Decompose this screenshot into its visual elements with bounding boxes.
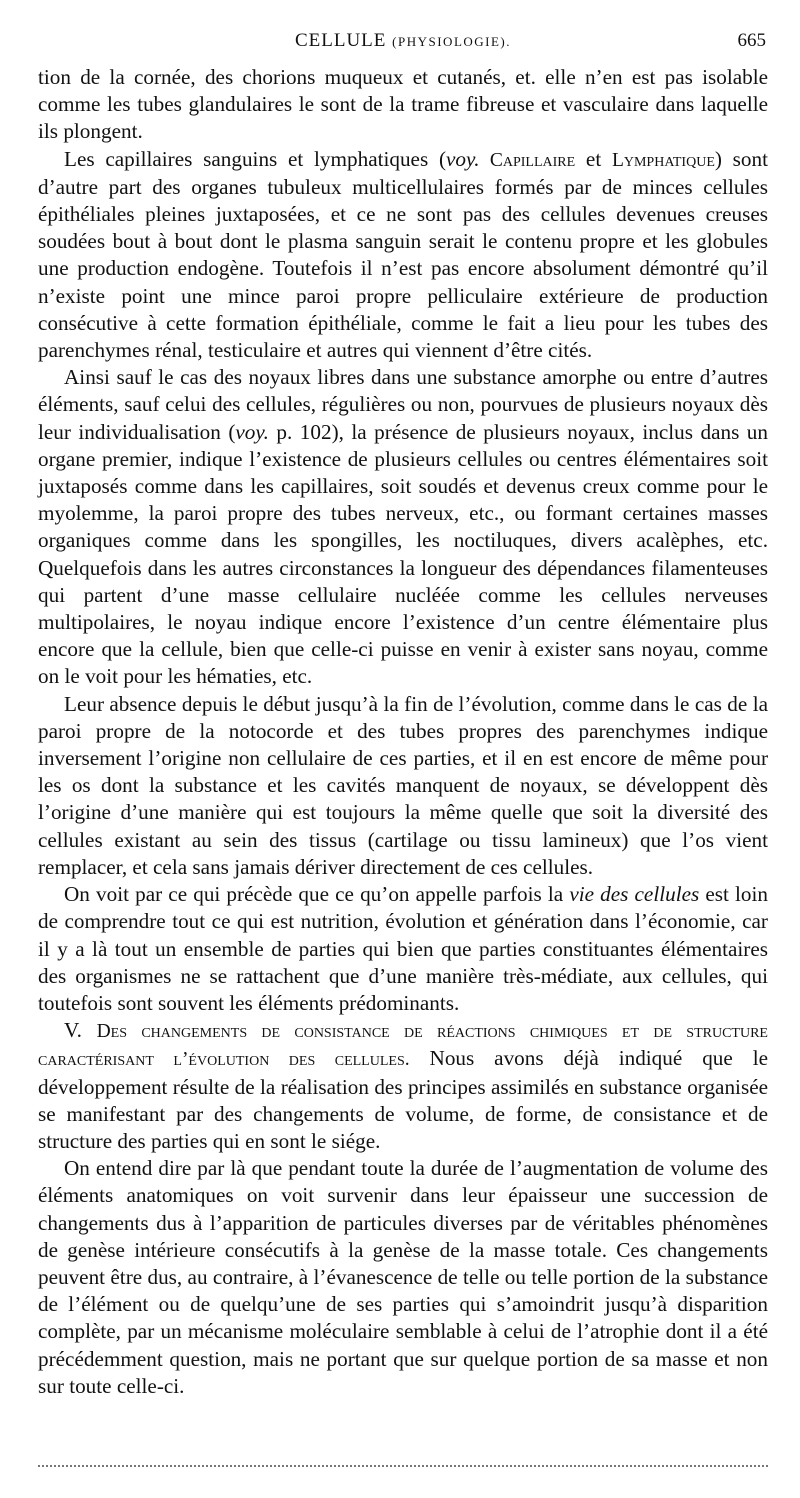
paragraph-2-et: et <box>575 146 612 171</box>
paragraph-2 <box>38 146 768 365</box>
paragraph-7: On entend dire par là que pendant toute la durée de l’augmentation de volume des éléments anatomiques on voit survenir dans leur épaisseur une succession de changements dus à l’apparition de particules diverses par de véritables phénomènes de genèse intérieure consécutifs à la genèse de la masse totale. Ces changements peuvent être dus, au contraire, à l’évanescence de telle ou telle portion de la substance de l’élément ou de quelqu’une de ses parties qui s’amoindrit jusqu’à disparition complète, par un mécanisme moléculaire semblable à celui de l’atrophie dont il a été précédemment question, mais ne portant que sur quelque portion de sa masse et non sur toute celle-ci. <box>38 1156 768 1398</box>
paragraph-5-text-a: On voit par ce qui précède que ce qu’on appelle parfois la <box>64 882 570 907</box>
running-header <box>38 0 768 60</box>
page-body <box>38 64 768 1400</box>
paragraph-4: Leur absence depuis le début jusqu’à la fin de l’évolution, comme dans le cas de la paroi propre de la notocorde et des tubes propres des parenchymes indique inversement l’origine non cellulaire de ces parties, et il en est encore de même pour les os dont la substance et les cavités manquent de noyaux, se développent dès l’origine d’une manière qui est toujours la même quelle que soit la diversité des cellules existant au sein des tissus (cartilage ou tissu lamineux) que l’os vient remplacer, et cela sans jamais dériver directement de ces cellules. <box>38 691 768 879</box>
paragraph-1: tion de la cornée, des chorions muqueux et cutanés, et. elle n’en est pas isolable comme les tubes glandulaires le sont de la trame fibreuse et vasculaire dans laquelle ils plongent. <box>38 65 768 144</box>
paragraph-5 <box>38 881 768 1017</box>
paragraph-5-text-b: est loin de comprendre tout ce qui est nutrition, évolution et génération dans l’économie, car il y a là tout un ensemble de parties qui bien que parties constituantes élémentaires des organismes ne se rattachent que d’une manière très-médiate, aux cellules, qui toutefois sont souvent les éléments prédominants. <box>38 882 769 1015</box>
section-number: V. <box>64 1018 97 1043</box>
paragraph-2-ref-capillaire: Capillaire <box>479 149 576 171</box>
paragraph-2-text-a: Les capillaires sanguins et lymphatiques ( <box>64 146 446 171</box>
footer-dotted-rule <box>38 1465 768 1467</box>
running-title-subtitle: (PHYSIOLOGIE). <box>392 34 512 49</box>
paragraph-3-text-b: p. 102), la présence de plusieurs noyaux, inclus dans un organe premier, indique l’existence de plusieurs cellules ou centres élémentaires soit juxtaposés comme dans les capillaires, soit soudés et devenus creux comme pour le myolemme, la paroi propre des tubes nerveux, etc., ou formant certaines masses organiques comme dans les spongilles, les noctiluques, divers acalèphes, etc. Quelquefois dans les autres circonstances la longueur des dépendances filamenteuses qui partent d’une masse cellulaire nucléée comme les cellules nerveuses multipolaires, le noyau indique encore l’existence d’un centre élémentaire plus encore que la cellule, bien que celle-ci puisse en venir à exister sans noyau, comme on le voit pour les hématies, etc. <box>38 419 768 689</box>
section-heading: Des changements de consistance de réactions chimiques et de structure caractérisant l’évolution des cellules. <box>38 1021 768 1071</box>
paragraph-2-text-b: ) sont d’autre part des organes tubuleux multicellulaires formés par de minces cellules épithéliales pleines juxtaposées, et ce ne sont pas des cellules devenues creuses soudées bout à bout dont le plasma sanguin serait le contenu propre et les globules une production endogène. Toutefois il n’est pas encore absolument démontré qu’il n’existe point une mince paroi propre pelliculaire extérieure de production consécutive à cette formation épithéliale, comme le fait a lieu pour les tubes des parenchymes rénal, testiculaire et autres qui viennent d’être cités. <box>38 146 768 363</box>
running-title <box>38 30 768 52</box>
paragraph-3-voy: voy. <box>235 419 269 444</box>
paragraph-3-text-a: Ainsi sauf le cas des noyaux libres dans une substance amorphe ou entre d’autres éléments, sauf celui des cellules, régulières ou non, pourvues de plusieurs noyaux dès leur individualisation ( <box>38 365 768 444</box>
paragraph-5-emphasis: vie des cellules <box>569 882 700 907</box>
paragraph-6-text: Nous avons déjà indiqué que le développement résulte de la réalisation des principes assimilés en substance organisée se manifestant par des changements de volume, de forme, de consistance et de structure des parties qui en sont le siége. <box>38 1046 768 1153</box>
page-number: 665 <box>737 30 766 51</box>
paragraph-2-voy: voy. <box>446 146 480 171</box>
running-title-main: CELLULE <box>294 30 387 51</box>
book-page <box>38 0 769 1398</box>
paragraph-2-ref-lymphatique: Lymphatique <box>611 149 715 171</box>
paragraph-6 <box>38 1017 768 1155</box>
paragraph-3 <box>38 364 768 690</box>
